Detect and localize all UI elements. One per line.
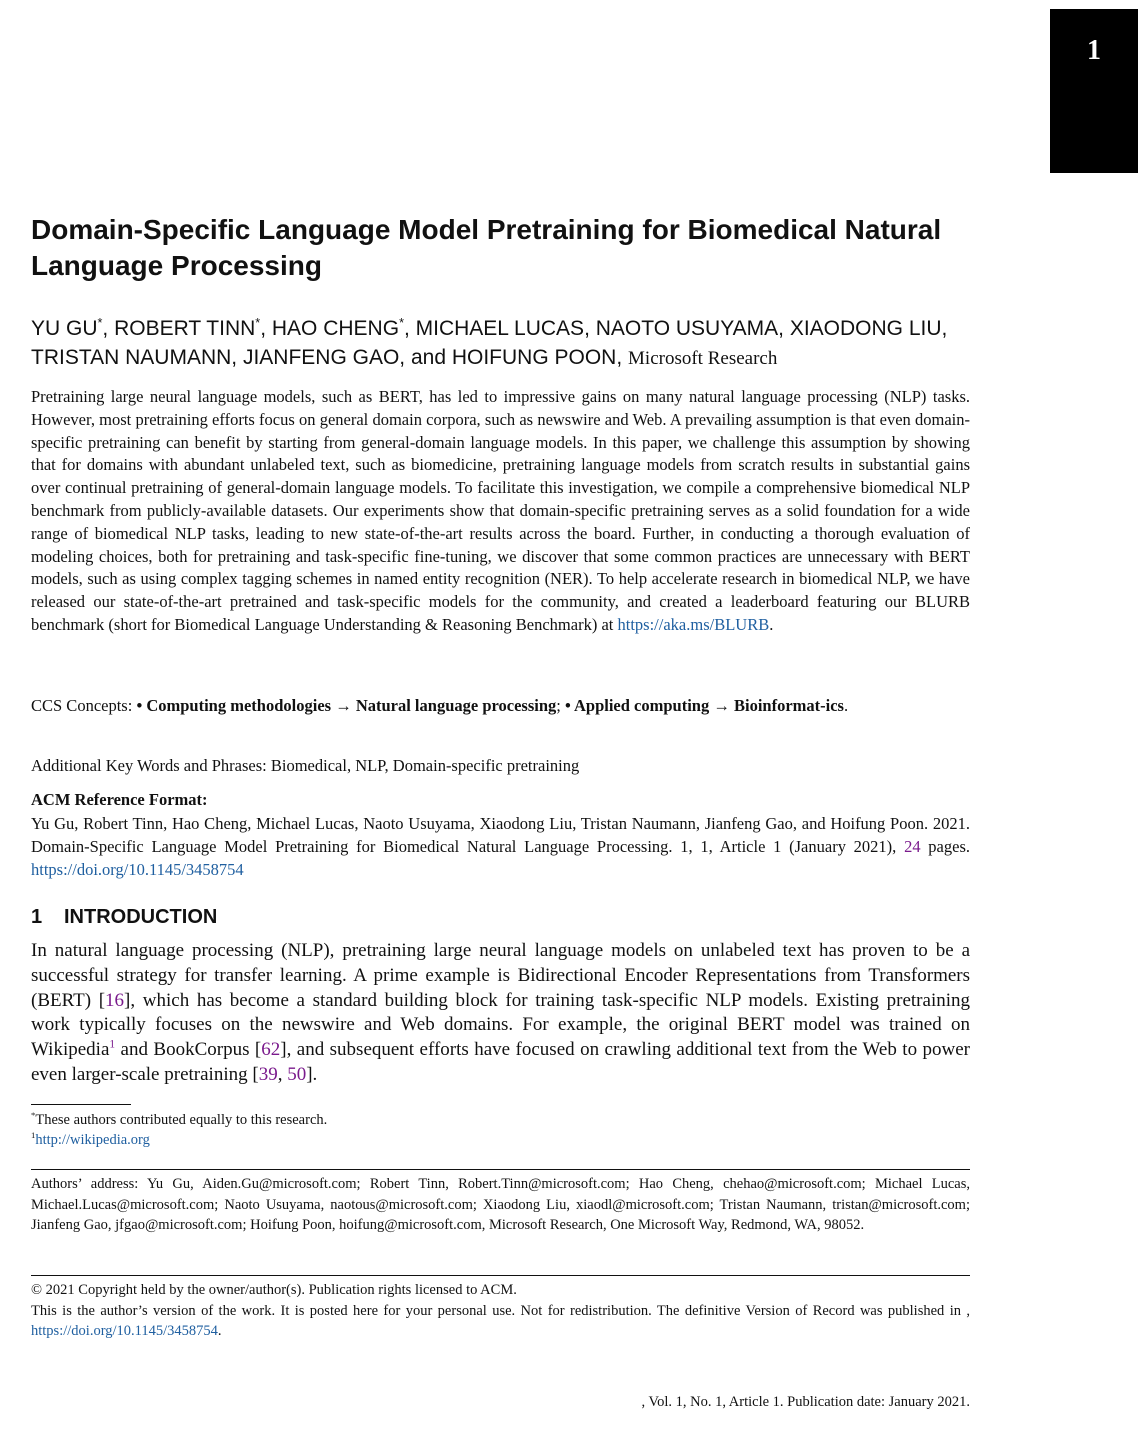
- abstract-text: Pretraining large neural language models, such as BERT, has led to impressive gains on many natural language processing (NLP) tasks. However, most pretraining efforts focus on general domain corpora, such as newswire and Web. A prevailing assumption is that even domain-specific pretraining can benefit by starting from general-domain language models. In this paper, we challenge this assumption by showing that for domains with abundant unlabeled text, such as biomedicine, pretraining language models from scratch results in substantial gains over continual pretraining of general-domain language models. To facilitate this investigation, we compile a comprehensive biomedical NLP benchmark from publicly-available datasets. Our experiments show that domain-specific pretraining serves as a solid foundation for a wide range of biomedical NLP tasks, leading to new state-of-the-art results across the board. Further, in conducting a thorough evaluation of modeling choices, both for pretraining and task-specific fine-tuning, we discover that some common practices are unnecessary with BERT models, such as using complex tagging schemes in named entity recognition (NER). To help accelerate research in biomedical NLP, we have released our state-of-the-art pretrained and task-specific models for the community, and created a leaderboard featuring our BLURB benchmark (short for Biomedical Language Understanding & Reasoning Benchmark) at: [31, 387, 970, 634]
- ccs-concepts: [31, 695, 973, 718]
- citation-link[interactable]: 39: [258, 1063, 278, 1085]
- acm-reference-text: Yu Gu, Robert Tinn, Hao Cheng, Michael Lucas, Naoto Usuyama, Xiaodong Liu, Tristan Naumann, Jianfeng Gao, and Hoifung Poon. 2021. Domain-Specific Language Model Pretraining for Biomedical Natural Language Processing. 1, 1, Article 1 (January 2021),: [31, 814, 970, 856]
- intro-text: ], which has become a standard building block for training task-specific NLP models. Existing pretraining work typically focuses on the newswire and Web domains. For example, the original BERT model was trained on Wikipedia: [31, 989, 970, 1061]
- address-divider: [31, 1169, 970, 1170]
- author-list: YU GU*, ROBERT TINN*, HAO CHENG*, MICHAEL LUCAS, NAOTO USUYAMA, XIAODONG LIU, TRISTAN NAUMANN, JIANFENG GAO, and HOIFUNG POON, Microsoft Research: [31, 316, 948, 369]
- pages-word: pages.: [920, 836, 970, 856]
- copyright-line: © 2021 Copyright held by the owner/author(s). Publication rights licensed to ACM.: [31, 1282, 517, 1298]
- footnote-ref[interactable]: 1: [109, 1038, 116, 1051]
- footnote-wikipedia: [31, 1130, 631, 1150]
- page-number: 1: [1087, 35, 1101, 66]
- equal-contribution-mark: *: [255, 316, 261, 330]
- authors-address: Authors’ address: Yu Gu, Aiden.Gu@microsoft.com; Robert Tinn, Robert.Tinn@microsoft.com; Hao Cheng, chehao@microsoft.com; Michael Lucas, Michael.Lucas@microsoft.com; Naoto Usuyama, naotous@microsoft.com; Xiaodong Liu, xiaodl@microsoft.com; Tristan Naumann, tristan@microsoft.com; Jianfeng Gao, jfgao@microsoft.com; Hoifung Poon, hoifung@microsoft.com, Microsoft Research, One Microsoft Way, Redmond, WA, 98052.: [31, 1176, 970, 1234]
- intro-text: In natural language processing (NLP), pretraining large neural language models on unlabeled text has proven to be a successful strategy for transfer learning. A prime example is Bidirectional Encoder Representations from Transformers (BERT) [: [31, 940, 970, 1011]
- footnote-mark: *: [31, 1110, 36, 1121]
- acm-reference-heading: ACM Reference Format:: [31, 790, 208, 809]
- version-notice: This is the author’s version of the work. It is posted here for your personal use. Not for redistribution. The definitive Version of Record was published in ,: [31, 1302, 970, 1319]
- ccs-subconcept: Bioinformat-ics: [733, 696, 844, 715]
- ccs-concept: • Computing methodologies: [136, 696, 332, 715]
- footnote-text: These authors contributed equally to this research.: [35, 1112, 328, 1128]
- equal-contribution-mark: *: [97, 316, 103, 330]
- intro-paragraph: [31, 939, 970, 1088]
- citation-separator: ,: [277, 1063, 288, 1085]
- abstract-end: .: [769, 614, 774, 634]
- copyright-end: .: [217, 1323, 222, 1340]
- author-name: YU GU: [31, 317, 98, 340]
- footnote-mark: 1: [31, 1130, 36, 1141]
- ccs-label: CCS Concepts:: [31, 696, 137, 715]
- section-title: INTRODUCTION: [64, 906, 218, 928]
- citation-link[interactable]: 62: [261, 1039, 281, 1061]
- paper-title: Domain-Specific Language Model Pretraining for Biomedical Natural Language Processing: [31, 214, 942, 281]
- doi-link[interactable]: https://doi.org/10.1145/3458754: [31, 1323, 218, 1340]
- ccs-arrow: →: [709, 696, 734, 715]
- copyright-notice: [31, 1280, 970, 1342]
- abstract: [31, 386, 970, 637]
- author-name: HAO CHENG: [271, 317, 400, 340]
- section-heading: [31, 906, 217, 929]
- ccs-arrow: →: [331, 696, 356, 715]
- wikipedia-link[interactable]: http://wikipedia.org: [35, 1132, 150, 1148]
- citation-link[interactable]: 50: [287, 1063, 307, 1085]
- ccs-end: .: [843, 696, 849, 715]
- footnote-equal-contribution: [31, 1110, 631, 1130]
- ccs-subconcept: Natural language processing: [355, 696, 557, 715]
- section-number: 1: [31, 906, 43, 928]
- equal-contribution-mark: *: [399, 316, 404, 330]
- blurb-link[interactable]: https://aka.ms/BLURB: [617, 614, 770, 634]
- intro-text: and BookCorpus [: [115, 1039, 262, 1061]
- doi-link[interactable]: https://doi.org/10.1145/3458754: [31, 859, 244, 879]
- page-footer: , Vol. 1, No. 1, Article 1. Publication date: January 2021.: [641, 1394, 970, 1410]
- acm-reference: [31, 813, 970, 881]
- affiliation: Microsoft Research: [628, 348, 778, 369]
- author-name: ROBERT TINN: [114, 317, 256, 340]
- intro-text: ], and subsequent efforts have focused on crawling additional text from the Web to power even larger-scale pretraining [: [31, 1039, 970, 1085]
- page-number-tab: [1050, 9, 1138, 173]
- keywords: Additional Key Words and Phrases: Biomedical, NLP, Domain-specific pretraining: [31, 756, 580, 775]
- intro-text: ].: [306, 1063, 318, 1085]
- author-names-rest: , MICHAEL LUCAS, NAOTO USUYAMA, XIAODONG LIU, TRISTAN NAUMANN, JIANFENG GAO, and HOIFUNG POON,: [31, 317, 948, 369]
- footnote-divider: [31, 1104, 131, 1105]
- citation-link[interactable]: 16: [105, 989, 125, 1011]
- page-count-link[interactable]: 24: [904, 836, 921, 856]
- ccs-separator: ;: [556, 696, 565, 715]
- ccs-concept: • Applied computing: [565, 696, 710, 715]
- copyright-divider: [31, 1275, 970, 1276]
